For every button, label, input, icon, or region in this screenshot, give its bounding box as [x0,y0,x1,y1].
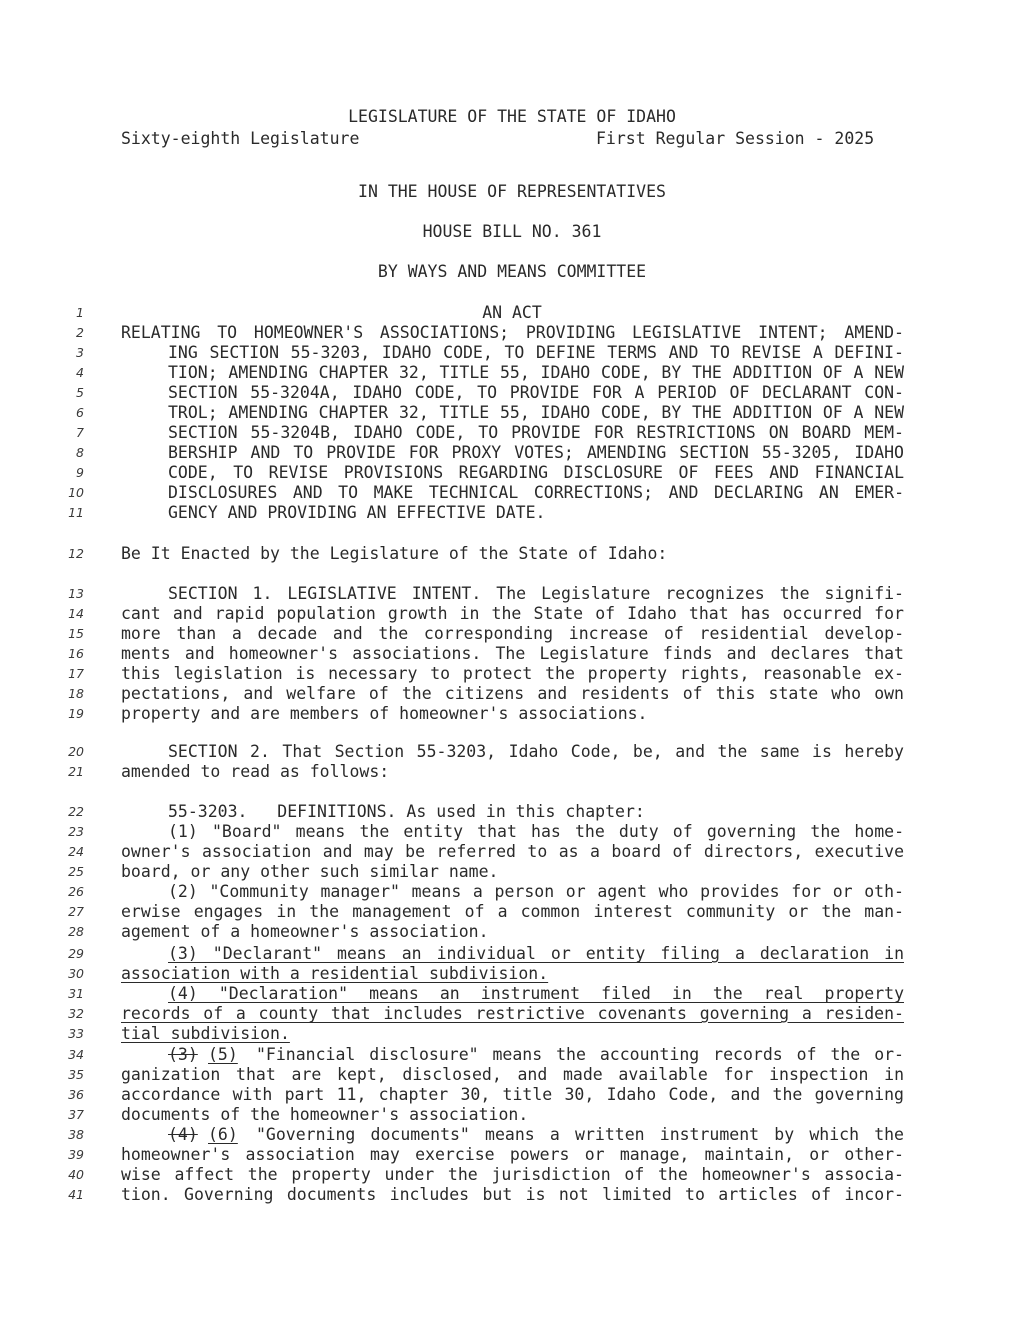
line-number: 41 [68,1187,84,1202]
line-number: 34 [68,1047,84,1062]
line-number: 35 [68,1067,84,1082]
inserted-number: (6) [208,1125,238,1144]
act-text: SECTION 55-3204B, IDAHO CODE, TO PROVIDE FOR RESTRICTIONS ON BOARD MEM- [168,423,904,442]
inserted-text: (3) "Declarant" means an individual or entity filing a declaration in [168,944,904,963]
line-10 [0,483,1024,503]
section-1-text: this legislation is necessary to protect the property rights, reasonable ex- [121,664,904,683]
section-1-text: ments and homeowner's associations. The Legislature finds and declares that [121,644,904,663]
session-term: First Regular Session - 2025 [596,129,875,148]
definition-text: (1) "Board" means the entity that has the duty of governing the home- [168,822,904,841]
line-number: 11 [68,505,84,520]
definitions-heading: 55-3203. DEFINITIONS. As used in this chapter: [168,802,645,821]
line-38 [0,1125,1024,1145]
act-text: DISCLOSURES AND TO MAKE TECHNICAL CORRECTIONS; AND DECLARING AN EMER- [168,483,904,502]
inserted-text: records of a county that includes restrictive covenants governing a residen- [121,1004,904,1023]
line-number: 12 [68,546,84,561]
line-number: 29 [68,946,84,961]
line-21 [0,762,1024,782]
line-22 [0,802,1024,822]
definition-text: agement of a homeowner's association. [121,922,489,941]
definition-text: (2) "Community manager" means a person or agent who provides for or oth- [168,882,904,901]
line-31 [0,984,1024,1004]
enacting-clause: Be It Enacted by the Legislature of the State of Idaho: [121,544,668,563]
line-number: 18 [68,686,84,701]
definition-text: tion. Governing documents includes but is not limited to articles of incor- [121,1185,904,1204]
line-number: 21 [68,764,84,779]
definition-text: documents of the homeowner's association. [121,1105,529,1124]
line-2 [0,323,1024,343]
line-number: 15 [68,626,84,641]
act-heading: AN ACT [482,303,542,322]
act-text: RELATING TO HOMEOWNER'S ASSOCIATIONS; PROVIDING LEGISLATIVE INTENT; AMEND- [121,323,904,342]
definition-text: owner's association and may be referred to as a board of directors, executive [121,842,904,861]
line-number: 2 [76,325,84,340]
definition-text: ganization that are kept, disclosed, and made available for inspection in [121,1065,904,1084]
line-number: 4 [76,365,84,380]
act-text: SECTION 55-3204A, IDAHO CODE, TO PROVIDE FOR A PERIOD OF DECLARANT CON- [168,383,904,402]
line-number: 14 [68,606,84,621]
line-5 [0,383,1024,403]
line-41 [0,1185,1024,1205]
definition-text: "Financial disclosure" means the accounting records of the or- [256,1045,904,1064]
line-number: 39 [68,1147,84,1162]
session-name: Sixty-eighth Legislature [121,129,360,148]
line-number: 28 [68,924,84,939]
line-6 [0,403,1024,423]
line-18 [0,684,1024,704]
definition-text: erwise engages in the management of a common interest community or the man- [121,902,904,921]
act-text: ING SECTION 55-3203, IDAHO CODE, TO DEFINE TERMS AND TO REVISE A DEFINI- [168,343,904,362]
line-14 [0,604,1024,624]
line-29 [0,944,1024,964]
inserted-number: (5) [208,1045,238,1064]
section-1-text: cant and rapid population growth in the State of Idaho that has occurred for [121,604,904,623]
line-number: 20 [68,744,84,759]
line-15 [0,624,1024,644]
line-24 [0,842,1024,862]
line-34 [0,1045,1024,1065]
line-number: 38 [68,1127,84,1142]
line-number: 17 [68,666,84,681]
line-number: 24 [68,844,84,859]
line-26 [0,882,1024,902]
line-40 [0,1165,1024,1185]
line-12 [0,544,1024,564]
line-3 [0,343,1024,363]
line-8 [0,443,1024,463]
line-23 [0,822,1024,842]
section-1-text: property and are members of homeowner's associations. [121,704,648,723]
act-text: CODE, TO REVISE PROVISIONS REGARDING DISCLOSURE OF FEES AND FINANCIAL [168,463,904,482]
line-number: 5 [76,385,84,400]
line-number: 1 [76,305,84,320]
line-number: 33 [68,1026,84,1041]
section-1-text: pectations, and welfare of the citizens and residents of this state who own [121,684,904,703]
line-number: 19 [68,706,84,721]
line-17 [0,664,1024,684]
act-text: TROL; AMENDING CHAPTER 32, TITLE 55, IDAHO CODE, BY THE ADDITION OF A NEW [168,403,904,422]
line-number: 25 [68,864,84,879]
bill-number: HOUSE BILL NO. 361 [422,222,602,241]
definition-text: wise affect the property under the jurisdiction of the homeowner's associa- [121,1165,904,1184]
line-number: 3 [76,345,84,360]
line-27 [0,902,1024,922]
line-number: 36 [68,1087,84,1102]
line-20 [0,742,1024,762]
deleted-number: (3) [168,1045,198,1064]
line-1 [0,303,1024,323]
section-2-text: amended to read as follows: [121,762,390,781]
line-number: 32 [68,1006,84,1021]
line-number: 13 [68,586,84,601]
line-number: 23 [68,824,84,839]
line-number: 37 [68,1107,84,1122]
line-number: 26 [68,884,84,899]
line-number: 31 [68,986,84,1001]
line-number: 8 [76,445,84,460]
line-number: 27 [68,904,84,919]
line-7 [0,423,1024,443]
line-36 [0,1085,1024,1105]
act-text: GENCY AND PROVIDING AN EFFECTIVE DATE. [168,503,546,522]
line-number: 30 [68,966,84,981]
definition-text: "Governing documents" means a written instrument by which the [256,1125,904,1144]
line-28 [0,922,1024,942]
line-19 [0,704,1024,724]
inserted-text: (4) "Declaration" means an instrument filed in the real property [168,984,904,1003]
line-39 [0,1145,1024,1165]
line-25 [0,862,1024,882]
section-1-text: SECTION 1. LEGISLATIVE INTENT. The Legislature recognizes the signifi- [168,584,904,603]
bill-sponsor: BY WAYS AND MEANS COMMITTEE [377,262,647,281]
line-16 [0,644,1024,664]
definition-text: homeowner's association may exercise powers or manage, maintain, or other- [121,1145,904,1164]
line-13 [0,584,1024,604]
line-32 [0,1004,1024,1024]
act-text: TION; AMENDING CHAPTER 32, TITLE 55, IDAHO CODE, BY THE ADDITION OF A NEW [168,363,904,382]
line-30 [0,964,1024,984]
inserted-text: tial subdivision. [121,1024,290,1043]
line-35 [0,1065,1024,1085]
line-37 [0,1105,1024,1125]
definition-text: accordance with part 11, chapter 30, title 30, Idaho Code, and the governing [121,1085,904,1104]
line-9 [0,463,1024,483]
line-number: 16 [68,646,84,661]
line-number: 10 [68,485,84,500]
legislature-title: LEGISLATURE OF THE STATE OF IDAHO [348,107,676,126]
line-number: 22 [68,804,84,819]
line-33 [0,1024,1024,1044]
line-number: 6 [76,405,84,420]
deleted-number: (4) [168,1125,198,1144]
chamber-title: IN THE HOUSE OF REPRESENTATIVES [358,182,666,201]
act-text: BERSHIP AND TO PROVIDE FOR PROXY VOTES; AMENDING SECTION 55-3205, IDAHO [168,443,904,462]
line-number: 7 [76,425,84,440]
line-number: 9 [76,465,84,480]
section-2-text: SECTION 2. That Section 55-3203, Idaho Code, be, and the same is hereby [168,742,904,761]
definition-text: board, or any other such similar name. [121,862,499,881]
line-number: 40 [68,1167,84,1182]
section-1-text: more than a decade and the corresponding increase of residential develop- [121,624,904,643]
inserted-text: association with a residential subdivision. [121,964,549,983]
line-11 [0,503,1024,523]
line-4 [0,363,1024,383]
